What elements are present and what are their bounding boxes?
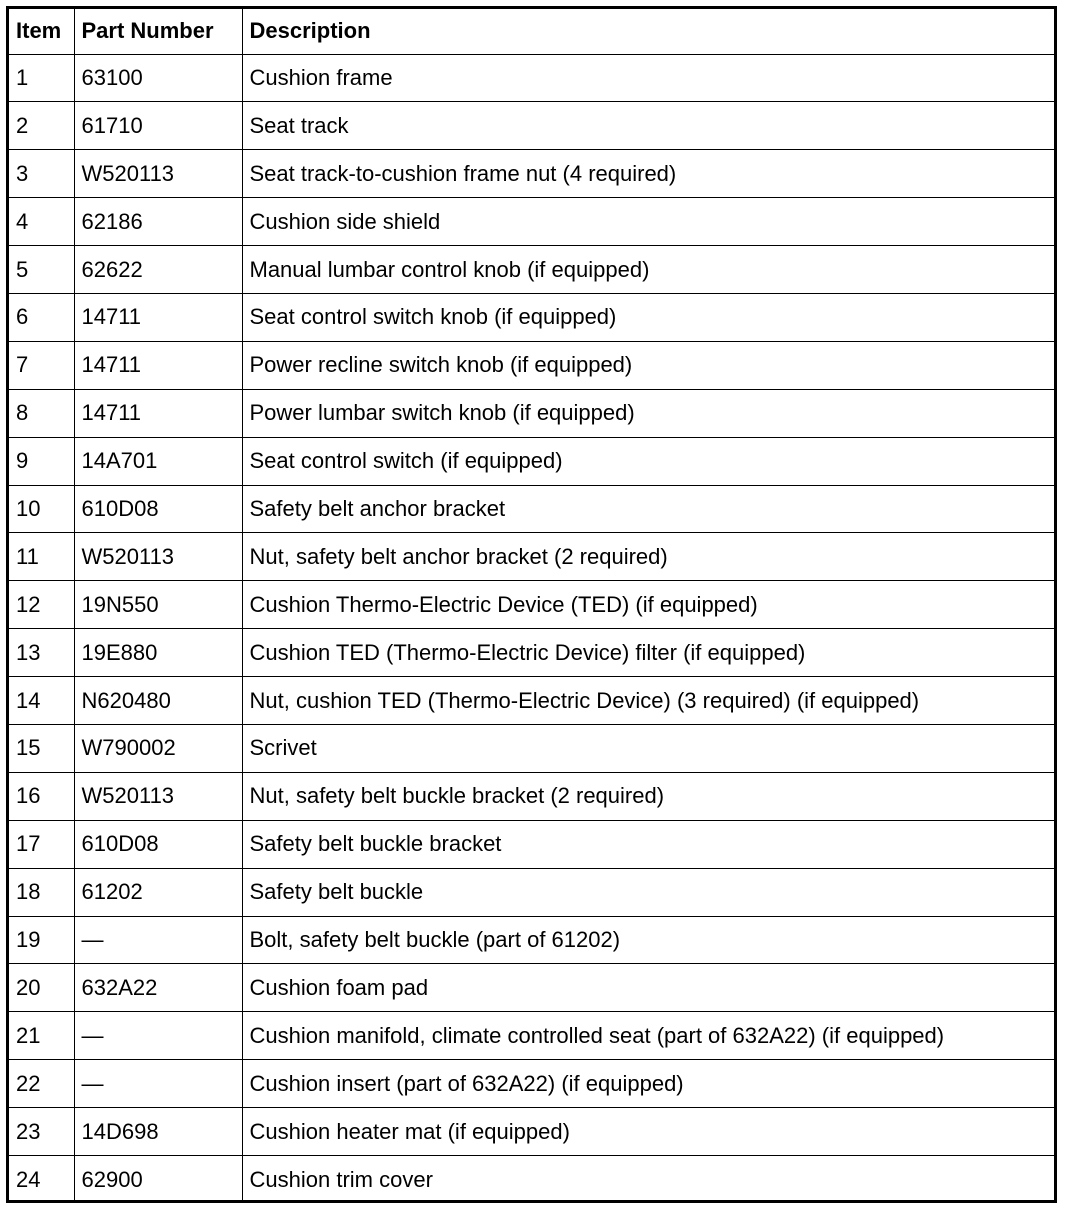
cell-item: 18	[9, 868, 74, 916]
cell-part-number: —	[74, 1060, 242, 1108]
header-part-number: Part Number	[74, 9, 242, 54]
cell-item: 19	[9, 916, 74, 964]
cell-part-number: 610D08	[74, 820, 242, 868]
cell-item: 15	[9, 724, 74, 772]
cell-part-number: 19N550	[74, 581, 242, 629]
table-row	[9, 485, 1054, 533]
cell-description: Cushion frame	[242, 54, 1054, 102]
cell-part-number: 14711	[74, 389, 242, 437]
cell-item: 21	[9, 1012, 74, 1060]
table-body	[9, 54, 1054, 1203]
cell-item: 13	[9, 629, 74, 677]
cell-part-number: 19E880	[74, 629, 242, 677]
cell-item: 4	[9, 198, 74, 246]
cell-item: 16	[9, 772, 74, 820]
cell-description: Cushion side shield	[242, 198, 1054, 246]
cell-description: Cushion heater mat (if equipped)	[242, 1108, 1054, 1156]
cell-item: 17	[9, 820, 74, 868]
table-row	[9, 820, 1054, 868]
cell-description: Safety belt anchor bracket	[242, 485, 1054, 533]
cell-description: Nut, safety belt buckle bracket (2 required)	[242, 772, 1054, 820]
cell-part-number: 62186	[74, 198, 242, 246]
table-row	[9, 150, 1054, 198]
table-row	[9, 437, 1054, 485]
cell-item: 8	[9, 389, 74, 437]
cell-item: 7	[9, 341, 74, 389]
table-row	[9, 1060, 1054, 1108]
cell-part-number: N620480	[74, 677, 242, 725]
cell-item: 11	[9, 533, 74, 581]
header-row	[9, 9, 1054, 54]
cell-part-number: —	[74, 916, 242, 964]
cell-description: Power lumbar switch knob (if equipped)	[242, 389, 1054, 437]
table-row	[9, 581, 1054, 629]
table-row	[9, 724, 1054, 772]
cell-description: Seat track	[242, 102, 1054, 150]
cell-description: Power recline switch knob (if equipped)	[242, 341, 1054, 389]
cell-part-number: W790002	[74, 724, 242, 772]
table-row	[9, 1108, 1054, 1156]
cell-item: 23	[9, 1108, 74, 1156]
table-row	[9, 1012, 1054, 1060]
table-row	[9, 198, 1054, 246]
cell-description: Safety belt buckle bracket	[242, 820, 1054, 868]
table-row	[9, 916, 1054, 964]
table-row	[9, 964, 1054, 1012]
cell-description: Manual lumbar control knob (if equipped)	[242, 246, 1054, 294]
cell-description: Safety belt buckle	[242, 868, 1054, 916]
table-row	[9, 677, 1054, 725]
table-header	[9, 9, 1054, 54]
cell-description: Cushion Thermo-Electric Device (TED) (if equipped)	[242, 581, 1054, 629]
table-row	[9, 293, 1054, 341]
cell-part-number: W520113	[74, 533, 242, 581]
cell-description: Cushion insert (part of 632A22) (if equipped)	[242, 1060, 1054, 1108]
cell-description: Nut, cushion TED (Thermo-Electric Device) (3 required) (if equipped)	[242, 677, 1054, 725]
table-row	[9, 868, 1054, 916]
cell-part-number: 632A22	[74, 964, 242, 1012]
cell-item: 14	[9, 677, 74, 725]
cell-item: 2	[9, 102, 74, 150]
cell-part-number: 63100	[74, 54, 242, 102]
cell-part-number: 14D698	[74, 1108, 242, 1156]
table-row	[9, 54, 1054, 102]
cell-description: Seat control switch (if equipped)	[242, 437, 1054, 485]
cell-part-number: W520113	[74, 772, 242, 820]
table-row	[9, 246, 1054, 294]
cell-description: Seat track-to-cushion frame nut (4 required)	[242, 150, 1054, 198]
cell-description: Cushion foam pad	[242, 964, 1054, 1012]
cell-item: 3	[9, 150, 74, 198]
cell-description: Cushion TED (Thermo-Electric Device) filter (if equipped)	[242, 629, 1054, 677]
cell-part-number: 62900	[74, 1155, 242, 1203]
table-row	[9, 1155, 1054, 1203]
cell-part-number: —	[74, 1012, 242, 1060]
cell-item: 5	[9, 246, 74, 294]
cell-item: 22	[9, 1060, 74, 1108]
cell-description: Scrivet	[242, 724, 1054, 772]
cell-description: Cushion trim cover	[242, 1155, 1054, 1203]
table-row	[9, 772, 1054, 820]
cell-item: 24	[9, 1155, 74, 1203]
cell-part-number: 62622	[74, 246, 242, 294]
table-row	[9, 389, 1054, 437]
cell-item: 10	[9, 485, 74, 533]
header-item: Item	[16, 18, 62, 44]
table-row	[9, 341, 1054, 389]
cell-description: Nut, safety belt anchor bracket (2 required)	[242, 533, 1054, 581]
cell-part-number: 14711	[74, 293, 242, 341]
cell-part-number: 14A701	[74, 437, 242, 485]
table-row	[9, 629, 1054, 677]
cell-part-number: 610D08	[74, 485, 242, 533]
table-row	[9, 533, 1054, 581]
cell-part-number: 14711	[74, 341, 242, 389]
cell-part-number: W520113	[74, 150, 242, 198]
cell-item: 20	[9, 964, 74, 1012]
cell-description: Bolt, safety belt buckle (part of 61202)	[242, 916, 1054, 964]
cell-item: 12	[9, 581, 74, 629]
cell-item: 1	[9, 54, 74, 102]
cell-part-number: 61202	[74, 868, 242, 916]
table-row	[9, 102, 1054, 150]
cell-item: 6	[9, 293, 74, 341]
cell-item: 9	[9, 437, 74, 485]
cell-description: Seat control switch knob (if equipped)	[242, 293, 1054, 341]
parts-table	[9, 9, 1054, 1203]
cell-description: Cushion manifold, climate controlled seat (part of 632A22) (if equipped)	[242, 1012, 1054, 1060]
cell-part-number: 61710	[74, 102, 242, 150]
header-description: Description	[242, 9, 1054, 54]
